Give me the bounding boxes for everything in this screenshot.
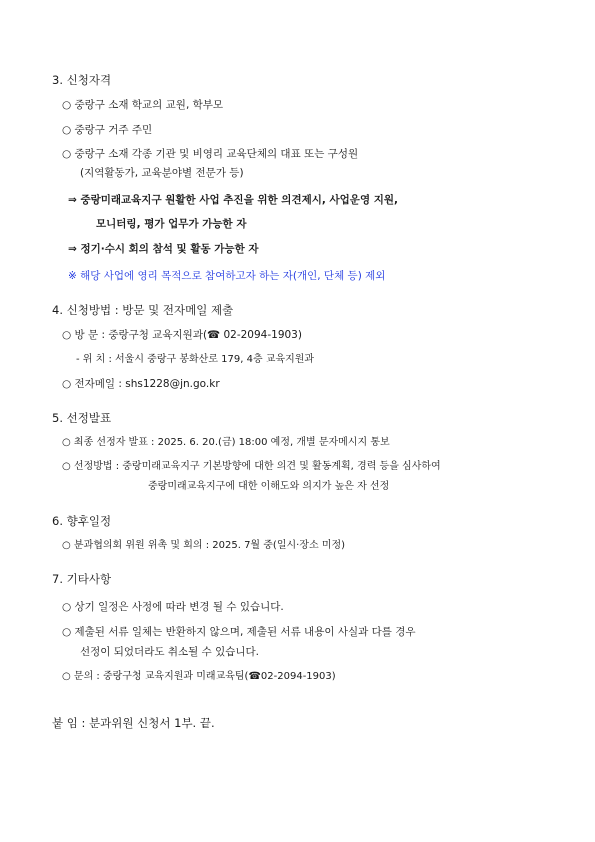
section-5-heading: 5. 선정발표 <box>52 411 112 425</box>
section-4-email: ○ 전자메일 : shs1228@jn.go.kr <box>62 378 220 390</box>
section-7-item-2-line-2: 선정이 되었더라도 취소될 수 있습니다. <box>80 646 259 658</box>
section-4-heading: 4. 신청방법 : 방문 및 전자메일 제출 <box>52 303 234 317</box>
section-5-method-line-2: 중랑미래교육지구에 대한 이해도와 의지가 높은 자 선정 <box>148 481 390 492</box>
attachment-line: 붙 임 : 분과위원 신청서 1부. 끝. <box>52 716 215 730</box>
section-3-item-3: ○ 중랑구 소재 각종 기관 및 비영리 교육단체의 대표 또는 구성원 <box>62 148 359 160</box>
section-3-heading: 3. 신청자격 <box>52 73 112 87</box>
section-3-item-3-detail: (지역활동가, 교육분야별 전문가 등) <box>80 167 244 179</box>
section-7-item-3: ○ 문의 : 중랑구청 교육지원과 미래교육팀(☎02-2094-1903) <box>62 671 336 682</box>
section-7-heading: 7. 기타사항 <box>52 572 112 586</box>
section-3-item-1: ○ 중랑구 소재 학교의 교원, 학부모 <box>62 99 224 111</box>
section-3-note: ※ 해당 사업에 영리 목적으로 참여하고자 하는 자(개인, 단체 등) 제외 <box>68 270 386 282</box>
section-7-item-1: ○ 상기 일정은 사정에 따라 변경 될 수 있습니다. <box>62 601 284 613</box>
section-3-emphasis-2: ⇒ 정기·수시 회의 참석 및 활동 가능한 자 <box>68 243 259 255</box>
section-6-item: ○ 분과협의회 위원 위촉 및 회의 : 2025. 7월 중(일시·장소 미정) <box>62 540 346 551</box>
section-3-emphasis-1-line-1: ⇒ 중랑미래교육지구 원활한 사업 추진을 위한 의견제시, 사업운영 지원, <box>68 194 399 206</box>
section-3-emphasis-1-line-2: 모니터링, 평가 업무가 가능한 자 <box>96 218 247 230</box>
section-5-method-line-1: ○ 선정방법 : 중랑미래교육지구 기본방향에 대한 의견 및 활동계획, 경력 등을 심사하여 <box>62 461 441 472</box>
section-4-location: - 위 치 : 서울시 중랑구 봉화산로 179, 4층 교육지원과 <box>76 354 315 365</box>
section-3-item-2: ○ 중랑구 거주 주민 <box>62 124 153 136</box>
section-7-item-2-line-1: ○ 제출된 서류 일체는 반환하지 않으며, 제출된 서류 내용이 사실과 다를 경우 <box>62 626 416 638</box>
section-4-visit: ○ 방 문 : 중랑구청 교육지원과(☎ 02-2094-1903) <box>62 329 302 341</box>
section-6-heading: 6. 향후일정 <box>52 514 112 528</box>
section-5-announce: ○ 최종 선정자 발표 : 2025. 6. 20.(금) 18:00 예정, 개별 문자메시지 통보 <box>62 437 390 448</box>
